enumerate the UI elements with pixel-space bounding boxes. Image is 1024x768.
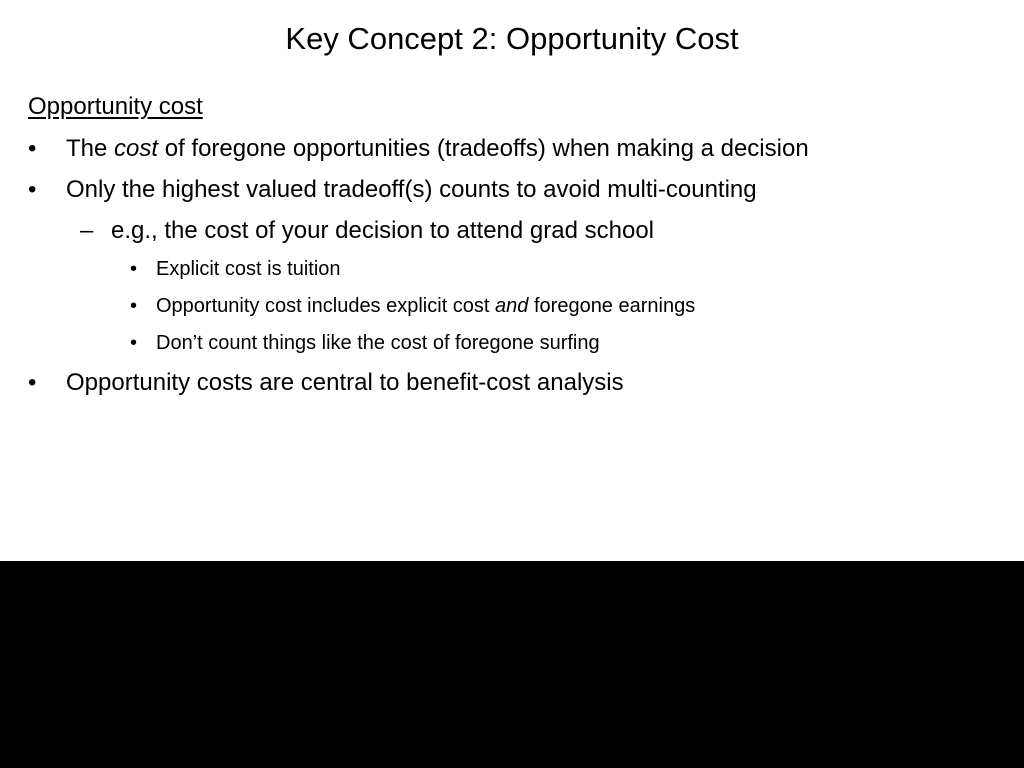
bullet-marker: • (28, 135, 37, 162)
bullet-text (66, 134, 809, 164)
bullet-text: Opportunity costs are central to benefit-cost analysis (66, 369, 624, 396)
dash-marker: – (80, 217, 94, 244)
letterbox-band (0, 561, 1024, 768)
text-segment: The (66, 135, 115, 162)
bullet-marker: • (28, 176, 37, 203)
section-heading: Opportunity cost (28, 93, 203, 120)
sub-sub-item-text: Explicit cost is tuition (156, 258, 341, 280)
text-segment: Opportunity cost includes explicit cost (156, 295, 496, 317)
emphasis-text: cost (114, 135, 159, 162)
slide-title: Key Concept 2: Opportunity Cost (285, 21, 739, 56)
bullet-marker: • (130, 258, 138, 280)
bullet-marker: • (28, 369, 37, 396)
bullet-text: Only the highest valued tradeoff(s) counts to avoid multi-counting (66, 176, 757, 203)
bullet-marker: • (130, 295, 138, 317)
text-segment: foregone earnings (528, 295, 696, 317)
text-segment: of foregone opportunities (tradeoffs) when making a decision (158, 135, 809, 162)
sub-sub-item-text: Don’t count things like the cost of foregone surfing (156, 332, 600, 354)
bullet-marker: • (130, 332, 138, 354)
emphasis-text: and (495, 295, 529, 317)
sub-item-text: e.g., the cost of your decision to attend grad school (111, 217, 654, 244)
sub-sub-item-text (156, 293, 695, 319)
